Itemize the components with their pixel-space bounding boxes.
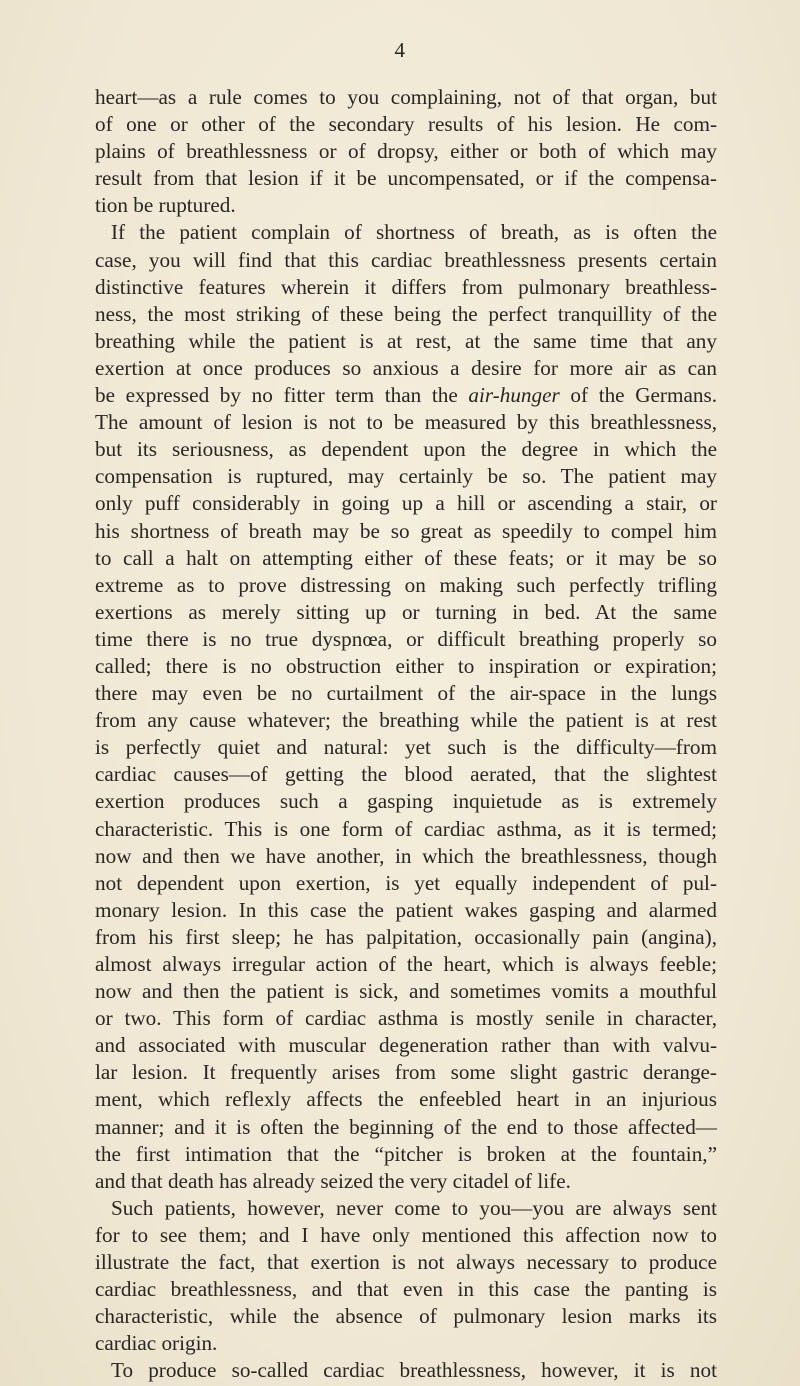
text-line: to call a halt on attempting either of these feats; or it may be so: [95, 545, 717, 570]
text-line: the first intimation that the “pitcher is broken at the fountain,”: [95, 1141, 717, 1166]
text-line: now and then we have another, in which the breathlessness, though: [95, 843, 717, 868]
text-line: almost always irregular action of the heart, which is always feeble;: [95, 952, 717, 976]
text-line: now and then the patient is sick, and sometimes vomits a mouthful: [95, 979, 717, 1004]
text-line: ment, which reflexly affects the enfeebled heart in an injurious: [95, 1087, 717, 1112]
text-line: distinctive features wherein it differs from pulmonary breathless-: [95, 274, 717, 299]
text-line: case, you will find that this cardiac breathlessness presents certain: [95, 247, 717, 272]
text-line: illustrate the fact, that exertion is not always necessary to produce: [95, 1250, 717, 1275]
text-line: but its seriousness, as dependent upon the degree in which the: [95, 437, 717, 462]
text-line: lar lesion. It frequently arises from some slight gastric derange-: [95, 1060, 717, 1085]
text-line: time there is no true dyspnœa, or difficult breathing properly so: [95, 626, 717, 651]
text-line: extreme as to prove distressing on making such perfectly trifling: [95, 572, 717, 597]
text-line: cardiac causes—of getting the blood aerated, that the slightest: [95, 762, 717, 787]
text-line: for to see them; and I have only mentioned this affection now to: [95, 1222, 717, 1247]
italic-term: air-hunger: [468, 383, 560, 408]
text-line: and that death has already seized the very citadel of life.: [95, 1168, 571, 1193]
text-line: is perfectly quiet and natural: yet such is the difficulty—from: [95, 735, 717, 760]
text-line: cardiac origin.: [95, 1331, 218, 1356]
text-line: The amount of lesion is not to be measured by this breathlessness,: [95, 410, 717, 435]
text-line: monary lesion. In this case the patient wakes gasping and alarmed: [95, 897, 717, 922]
text-line: or two. This form of cardiac asthma is mostly senile in character,: [95, 1006, 717, 1031]
text-line: characteristic, while the absence of pulmonary lesion marks its: [95, 1304, 717, 1329]
text-line: manner; and it is often the beginning of the end to those affected—: [95, 1114, 717, 1139]
text-fragment: of the Germans.: [570, 383, 717, 408]
text-line: heart—as a rule comes to you complaining, not of that organ, but: [95, 85, 717, 109]
text-line: compensation is ruptured, may certainly be so. The patient may: [95, 464, 717, 489]
text-line: from any cause whatever; the breathing while the patient is at rest: [95, 708, 717, 733]
paragraph-start-line: Such patients, however, never come to you—you are always sent: [111, 1195, 717, 1220]
text-line: tion be ruptured.: [95, 193, 236, 218]
text-line: from his first sleep; he has palpitation, occasionally pain (angina),: [95, 924, 717, 949]
page-number: 4: [394, 38, 406, 62]
text-line: plains of breathlessness or of dropsy, either or both of which may: [95, 139, 717, 164]
body-text: [95, 84, 717, 1385]
text-line: not dependent upon exertion, is yet equally independent of pul-: [95, 870, 717, 895]
text-line: cardiac breathlessness, and that even in this case the panting is: [95, 1277, 717, 1302]
text-line: characteristic. This is one form of cardiac asthma, as it is termed;: [95, 816, 717, 841]
text-line: called; there is no obstruction either to inspiration or expiration;: [95, 653, 717, 678]
text-line: exertion produces such a gasping inquietude as is extremely: [95, 789, 717, 814]
text-fragment: be expressed by no fitter term than the: [95, 383, 458, 408]
text-line: only puff considerably in going up a hill or ascending a stair, or: [95, 491, 717, 516]
text-line: breathing while the patient is at rest, at the same time that any: [95, 328, 717, 353]
text-line: his shortness of breath may be so great as speedily to compel him: [95, 518, 717, 543]
text-line: ness, the most striking of these being the perfect tranquillity of the: [95, 301, 717, 326]
text-line-with-italic: [95, 382, 717, 409]
text-line: of one or other of the secondary results of his lesion. He com-: [95, 112, 717, 137]
paragraph-start-line: To produce so-called cardiac breathlessness, however, it is not: [111, 1358, 717, 1383]
text-line: exertion at once produces so anxious a desire for more air as can: [95, 355, 717, 380]
text-line: there may even be no curtailment of the air-space in the lungs: [95, 681, 717, 706]
text-line: and associated with muscular degeneration rather than with valvu-: [95, 1033, 717, 1058]
text-line: result from that lesion if it be uncompensated, or if the compensa-: [95, 166, 717, 191]
paragraph-start-line: If the patient complain of shortness of breath, as is often the: [111, 220, 717, 245]
text-line: exertions as merely sitting up or turning in bed. At the same: [95, 599, 717, 624]
